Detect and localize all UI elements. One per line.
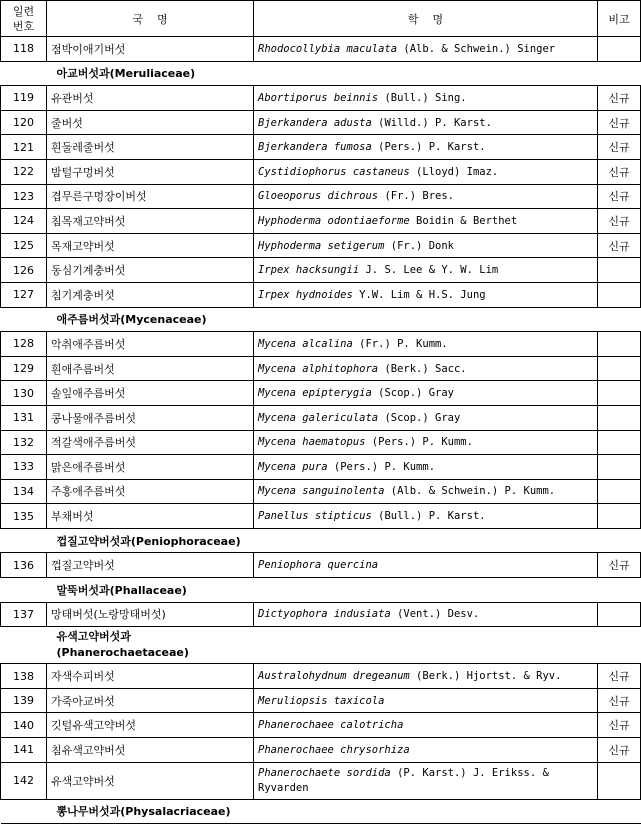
remarks-cell (598, 332, 641, 357)
korean-name-cell: 침기계충버섯 (47, 282, 254, 307)
table-row (1, 553, 641, 578)
serial-number-cell: 134 (1, 479, 47, 504)
table-row (1, 86, 641, 111)
korean-name-cell: 솔잎애주름버섯 (47, 381, 254, 406)
remarks-cell: 신규 (598, 209, 641, 234)
author-citation: (Willd.) P. Karst. (378, 116, 492, 129)
binomial-name: Phanerochaete sordida (258, 766, 391, 779)
serial-number-cell: 136 (1, 553, 47, 578)
table-row (1, 282, 641, 307)
remarks-cell (598, 356, 641, 381)
family-row-spacer (1, 528, 47, 553)
korean-name-cell: 망태버섯(노랑망태버섯) (47, 602, 254, 627)
scientific-name-cell (254, 602, 598, 627)
table-row (1, 602, 641, 627)
remarks-cell (598, 405, 641, 430)
serial-number-cell: 142 (1, 762, 47, 799)
author-citation: (Pers.) P. Karst. (378, 141, 486, 154)
serial-number-cell: 131 (1, 405, 47, 430)
korean-name-cell: 유관버섯 (47, 86, 254, 111)
scientific-name-cell (254, 332, 598, 357)
korean-name-cell: 적갈색애주름버섯 (47, 430, 254, 455)
binomial-name: Gloeoporus dichrous (258, 190, 379, 203)
remarks-cell: 신규 (598, 688, 641, 713)
family-name-latin: (Phanerochaetaceae) (56, 646, 189, 660)
remarks-cell (598, 455, 641, 480)
author-citation: (Pers.) P. Kumm. (371, 436, 473, 449)
remarks-cell (598, 602, 641, 627)
author-citation: (Fr.) P. Kumm. (359, 337, 448, 350)
korean-name-cell: 흰둘레줄버섯 (47, 135, 254, 160)
korean-name-cell: 깃털유색고약버섯 (47, 713, 254, 738)
table-body (1, 37, 641, 824)
binomial-name: Mycena alphitophora (258, 362, 379, 375)
binomial-name: Rhodocollybia maculata (258, 42, 398, 55)
author-citation: (Berk.) Sacc. (384, 362, 467, 375)
family-heading (47, 578, 641, 603)
table-row (1, 356, 641, 381)
binomial-name: Abortiporus beinnis (258, 91, 379, 104)
serial-number-cell: 138 (1, 664, 47, 689)
author-citation: (Vent.) Desv. (397, 608, 480, 621)
binomial-name: Mycena sanguinolenta (258, 485, 385, 498)
scientific-name-cell (254, 110, 598, 135)
family-name: 말뚝버섯과(Phallaceae) (56, 583, 187, 597)
author-citation: (Alb. & Schwein.) P. Kumm. (390, 485, 556, 498)
table-row (1, 233, 641, 258)
table-row (1, 479, 641, 504)
serial-number-cell: 124 (1, 209, 47, 234)
family-row-spacer (1, 578, 47, 603)
table-row (1, 332, 641, 357)
table-row (1, 135, 641, 160)
scientific-name-cell (254, 479, 598, 504)
remarks-cell (598, 282, 641, 307)
author-citation: Y.W. Lim & H.S. Jung (359, 288, 486, 301)
author-citation: J. S. Lee & Y. W. Lim (365, 264, 499, 277)
serial-number-cell: 122 (1, 159, 47, 184)
remarks-cell: 신규 (598, 184, 641, 209)
table-row (1, 110, 641, 135)
table-row (1, 159, 641, 184)
remarks-cell: 신규 (598, 159, 641, 184)
binomial-name: Mycena galericulata (258, 411, 379, 424)
family-name: 아교버섯과(Meruliaceae) (56, 67, 196, 81)
scientific-name-cell (254, 86, 598, 111)
family-row (1, 578, 641, 603)
remarks-cell: 신규 (598, 553, 641, 578)
binomial-name: Panellus stipticus (258, 510, 372, 523)
scientific-name-cell (254, 184, 598, 209)
scientific-name-cell (254, 37, 598, 62)
scientific-name-cell (254, 233, 598, 258)
remarks-cell (598, 381, 641, 406)
binomial-name: Mycena alcalina (258, 337, 353, 350)
serial-number-cell: 133 (1, 455, 47, 480)
table-row (1, 738, 641, 763)
remarks-cell: 신규 (598, 110, 641, 135)
binomial-name: Mycena epipterygia (258, 387, 372, 400)
serial-number-cell: 139 (1, 688, 47, 713)
remarks-cell: 신규 (598, 233, 641, 258)
korean-name-cell: 목재고약버섯 (47, 233, 254, 258)
remarks-cell: 신규 (598, 135, 641, 160)
table-row (1, 209, 641, 234)
table-row (1, 258, 641, 283)
serial-number-cell: 120 (1, 110, 47, 135)
author-citation: (Alb. & Schwein.) Singer (403, 42, 556, 55)
binomial-name: Hyphoderma odontiaeforme (258, 214, 410, 227)
scientific-name-cell (254, 688, 598, 713)
table-row (1, 713, 641, 738)
table-row (1, 405, 641, 430)
family-name: 유색고약버섯과 (56, 630, 131, 644)
serial-number-cell: 137 (1, 602, 47, 627)
author-citation: (Scop.) Gray (378, 387, 454, 400)
korean-name-cell: 침목재고약버섯 (47, 209, 254, 234)
author-citation: (Berk.) Hjortst. & Ryv. (416, 670, 562, 683)
scientific-name-cell (254, 455, 598, 480)
binomial-name: Mycena haematopus (258, 436, 366, 449)
serial-number-cell: 130 (1, 381, 47, 406)
binomial-name: Bjerkandera fumosa (258, 141, 372, 154)
korean-name-cell: 악취애주름버섯 (47, 332, 254, 357)
author-citation: (Lloyd) Imaz. (416, 165, 499, 178)
scientific-name-cell (254, 762, 598, 799)
korean-name-cell: 맑은애주름버섯 (47, 455, 254, 480)
header-remarks: 비고 (598, 1, 641, 37)
serial-number-cell: 141 (1, 738, 47, 763)
scientific-name-cell (254, 738, 598, 763)
scientific-name-cell (254, 713, 598, 738)
table-row (1, 430, 641, 455)
scientific-name-cell (254, 553, 598, 578)
binomial-name: Irpex hacksungii (258, 264, 360, 277)
binomial-name: Peniophora quercina (258, 559, 379, 572)
table-row (1, 455, 641, 480)
scientific-name-cell (254, 381, 598, 406)
scientific-name-cell (254, 282, 598, 307)
remarks-cell (598, 504, 641, 529)
table-row (1, 504, 641, 529)
serial-number-cell: 118 (1, 37, 47, 62)
remarks-cell: 신규 (598, 664, 641, 689)
remarks-cell: 신규 (598, 738, 641, 763)
scientific-name-cell (254, 430, 598, 455)
family-heading (47, 528, 641, 553)
remarks-cell: 신규 (598, 86, 641, 111)
author-citation: (Scop.) Gray (384, 411, 461, 424)
family-name: 애주름버섯과(Mycenaceae) (56, 313, 207, 327)
scientific-name-cell (254, 504, 598, 529)
serial-number-cell: 119 (1, 86, 47, 111)
family-row (1, 627, 641, 664)
korean-name-cell: 겹무른구멍장이버섯 (47, 184, 254, 209)
family-name: 뽕나무버섯과(Physalacriaceae) (56, 805, 231, 819)
binomial-name: Phanerochaee calotricha (258, 719, 404, 732)
korean-name-cell: 가죽아교버섯 (47, 688, 254, 713)
author-citation: (Fr.) Donk (390, 239, 454, 252)
serial-number-cell: 135 (1, 504, 47, 529)
serial-number-cell: 132 (1, 430, 47, 455)
serial-number-cell: 129 (1, 356, 47, 381)
korean-name-cell: 자색수피버섯 (47, 664, 254, 689)
korean-name-cell: 콩나물애주름버섯 (47, 405, 254, 430)
korean-name-cell: 침유색고약버섯 (47, 738, 254, 763)
scientific-name-cell (254, 209, 598, 234)
author-citation: Boidin & Berthet (416, 214, 518, 227)
binomial-name: Australohydnum dregeanum (258, 670, 410, 683)
korean-name-cell: 흰애주름버섯 (47, 356, 254, 381)
table-row (1, 37, 641, 62)
remarks-cell (598, 37, 641, 62)
serial-number-cell: 128 (1, 332, 47, 357)
remarks-cell (598, 479, 641, 504)
header-korean-name: 국 명 (47, 1, 254, 37)
korean-name-cell: 동심기계충버섯 (47, 258, 254, 283)
binomial-name: Mycena pura (258, 460, 328, 473)
serial-number-cell: 123 (1, 184, 47, 209)
family-row-spacer (1, 627, 47, 664)
table-row (1, 688, 641, 713)
serial-number-cell: 127 (1, 282, 47, 307)
header-serial-number: 일련 번호 (1, 1, 47, 37)
scientific-name-cell (254, 135, 598, 160)
family-row-spacer (1, 61, 47, 86)
scientific-name-cell (254, 258, 598, 283)
korean-name-cell: 점박이애기버섯 (47, 37, 254, 62)
family-heading (47, 799, 641, 824)
scientific-name-cell (254, 664, 598, 689)
serial-number-cell: 121 (1, 135, 47, 160)
family-row-spacer (1, 307, 47, 332)
family-row (1, 799, 641, 824)
binomial-name: Phanerochaee chrysorhiza (258, 743, 410, 756)
korean-name-cell: 줄버섯 (47, 110, 254, 135)
korean-name-cell: 유색고약버섯 (47, 762, 254, 799)
family-heading (47, 627, 641, 664)
binomial-name: Bjerkandera adusta (258, 116, 372, 129)
header-row (1, 1, 641, 37)
remarks-cell (598, 762, 641, 799)
binomial-name: Meruliopsis taxicola (258, 694, 385, 707)
korean-name-cell: 밤털구멍버섯 (47, 159, 254, 184)
family-row-spacer (1, 799, 47, 824)
table-row (1, 381, 641, 406)
remarks-cell (598, 430, 641, 455)
family-heading (47, 61, 641, 86)
binomial-name: Hyphoderma setigerum (258, 239, 385, 252)
remarks-cell (598, 258, 641, 283)
family-row (1, 307, 641, 332)
family-row (1, 61, 641, 86)
table-row (1, 762, 641, 799)
author-citation: (P. Karst.) J. Erikss. & Ryvarden (258, 766, 549, 794)
family-name: 껍질고약버섯과(Peniophoraceae) (56, 534, 241, 548)
table-row (1, 664, 641, 689)
binomial-name: Dictyophora indusiata (258, 608, 391, 621)
author-citation: (Fr.) Bres. (384, 190, 454, 203)
author-citation: (Bull.) P. Karst. (378, 510, 486, 523)
binomial-name: Cystidiophorus castaneus (258, 165, 410, 178)
korean-name-cell: 주홍애주름버섯 (47, 479, 254, 504)
family-row (1, 528, 641, 553)
family-heading (47, 307, 641, 332)
korean-name-cell: 껍질고약버섯 (47, 553, 254, 578)
korean-name-cell: 부채버섯 (47, 504, 254, 529)
remarks-cell: 신규 (598, 713, 641, 738)
table-row (1, 184, 641, 209)
author-citation: (Pers.) P. Kumm. (333, 460, 436, 473)
serial-number-cell: 126 (1, 258, 47, 283)
scientific-name-cell (254, 405, 598, 430)
author-citation: (Bull.) Sing. (384, 91, 467, 104)
serial-number-cell: 125 (1, 233, 47, 258)
scientific-name-cell (254, 356, 598, 381)
binomial-name: Irpex hydnoides (258, 288, 353, 301)
scientific-name-cell (254, 159, 598, 184)
header-scientific-name: 학 명 (254, 1, 598, 37)
serial-number-cell: 140 (1, 713, 47, 738)
